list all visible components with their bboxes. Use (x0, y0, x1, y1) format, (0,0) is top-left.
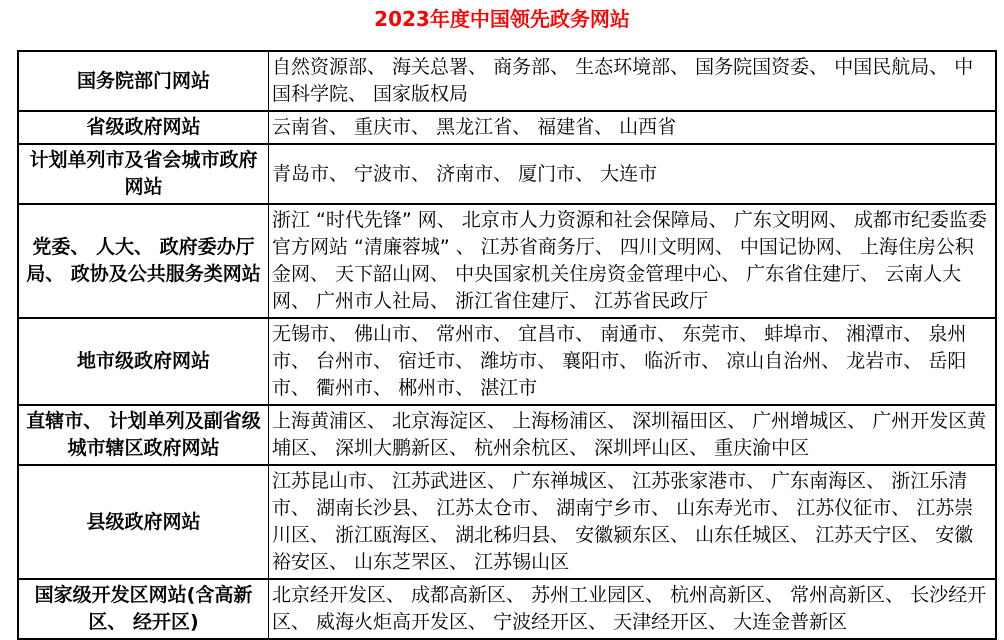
sites-cell: 上海黄浦区、 北京海淀区、 上海杨浦区、 深圳福田区、 广州增城区、 广州开发区黄埔区、 深圳大鹏新区、 杭州余杭区、 深圳坪山区、 重庆渝中区 (269, 405, 997, 465)
sites-cell: 江苏昆山市、 江苏武进区、 广东禅城区、 江苏张家港市、 广东南海区、 浙江乐清市、 湖南长沙县、 江苏太仓市、 湖南宁乡市、 山东寿光市、 江苏仪征市、 江苏崇川区、 浙江瓯海区、 湖北秭归县、 安徽颍东区、 山东任城区、 江苏天宁区、 安徽裕安区、 山东芝罘区、 江苏锡山区 (269, 465, 997, 579)
category-cell: 国家级开发区网站(含高新区、 经开区) (18, 579, 269, 639)
table-row (18, 465, 996, 579)
category-cell: 党委、 人大、 政府委办厅局、 政协及公共服务类网站 (18, 204, 269, 318)
ranking-table (17, 50, 997, 640)
category-cell: 直辖市、 计划单列及副省级城市辖区政府网站 (18, 405, 269, 465)
table-row (18, 579, 996, 639)
table-row (18, 51, 996, 111)
sites-cell: 自然资源部、 海关总署、 商务部、 生态环境部、 国务院国资委、 中国民航局、 中国科学院、 国家版权局 (269, 51, 997, 111)
category-cell: 县级政府网站 (18, 465, 269, 579)
table-row (18, 405, 996, 465)
sites-cell: 北京经开发区、 成都高新区、 苏州工业园区、 杭州高新区、 常州高新区、 长沙经开区、 威海火炬高开发区、 宁波经开区、 天津经开区、 大连金普新区 (269, 579, 997, 639)
category-cell: 计划单列市及省会城市政府网站 (18, 144, 269, 204)
page-title: 2023年度中国领先政务网站 (374, 7, 630, 31)
table-row (18, 111, 996, 144)
category-cell: 国务院部门网站 (18, 51, 269, 111)
sites-cell: 浙江 “时代先锋” 网、 北京市人力资源和社会保障局、 广东文明网、 成都市纪委监委官方网站 “清廉蓉城” 、 江苏省商务厅、 四川文明网、 中国记协网、 上海住房公积金网、 天下韶山网、 中央国家机关住房资金管理中心、 广东省住建厅、 云南人大网、 广州市人社局、 浙江省住建厅、 江苏省民政厅 (269, 204, 997, 318)
sites-cell: 云南省、 重庆市、 黑龙江省、 福建省、 山西省 (269, 111, 997, 144)
category-cell: 省级政府网站 (18, 111, 269, 144)
table-row (18, 144, 996, 204)
sites-cell: 青岛市、 宁波市、 济南市、 厦门市、 大连市 (269, 144, 997, 204)
category-cell: 地市级政府网站 (18, 318, 269, 405)
table-row (18, 204, 996, 318)
sites-cell: 无锡市、 佛山市、 常州市、 宜昌市、 南通市、 东莞市、 蚌埠市、 湘潭市、 泉州市、 台州市、 宿迁市、 潍坊市、 襄阳市、 临沂市、 凉山自治州、 龙岩市、 岳阳市、 衢州市、 郴州市、 湛江市 (269, 318, 997, 405)
table-row (18, 318, 996, 405)
